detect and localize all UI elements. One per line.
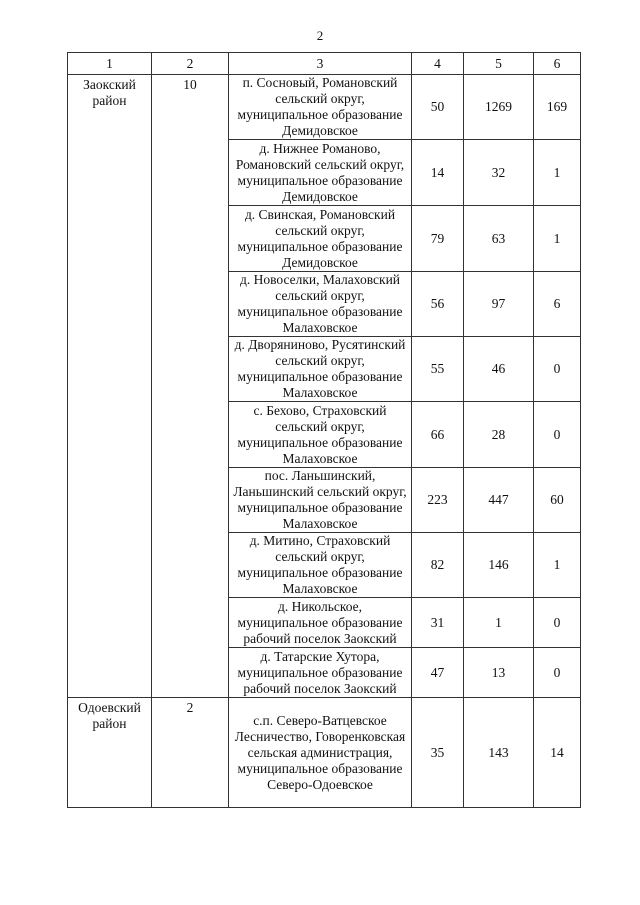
location-cell: п. Сосновый, Романовский сельский округ, муниципальное образование Демидовское [229, 75, 412, 140]
value-col4-cell: 50 [412, 75, 464, 140]
value-col6-cell: 1 [534, 206, 581, 272]
location-cell: д. Никольское, муниципальное образование рабочий поселок Заокский [229, 598, 412, 648]
value-col5-cell: 28 [464, 402, 534, 468]
header-row [68, 53, 581, 75]
value-col6-cell: 0 [534, 648, 581, 698]
value-col4-cell: 56 [412, 272, 464, 337]
value-col5-cell: 1269 [464, 75, 534, 140]
location-cell: с.п. Северо-Ватцевское Лесничество, Говоренковская сельская администрация, муниципальное образование Северо-Одоевское [229, 698, 412, 808]
location-cell: д. Митино, Страховский сельский округ, муниципальное образование Малаховское [229, 533, 412, 598]
table-row [68, 75, 581, 140]
value-col5-cell: 143 [464, 698, 534, 808]
district-cell: Заокский район [68, 75, 152, 698]
value-col4-cell: 47 [412, 648, 464, 698]
column-header: 1 [68, 53, 152, 75]
value-col4-cell: 223 [412, 468, 464, 533]
value-col6-cell: 169 [534, 75, 581, 140]
value-col6-cell: 60 [534, 468, 581, 533]
column-header: 4 [412, 53, 464, 75]
column-header: 5 [464, 53, 534, 75]
value-col6-cell: 0 [534, 598, 581, 648]
column-header: 3 [229, 53, 412, 75]
location-cell: д. Дворяниново, Русятинский сельский округ, муниципальное образование Малаховское [229, 337, 412, 402]
column-header: 6 [534, 53, 581, 75]
value-col5-cell: 63 [464, 206, 534, 272]
value-col5-cell: 13 [464, 648, 534, 698]
column-header: 2 [152, 53, 229, 75]
count-cell: 2 [152, 698, 229, 808]
page-number: 2 [316, 28, 324, 43]
value-col6-cell: 6 [534, 272, 581, 337]
table-body [68, 75, 581, 808]
table-row [68, 698, 581, 808]
location-cell: д. Свинская, Романовский сельский округ, муниципальное образование Демидовское [229, 206, 412, 272]
count-cell: 10 [152, 75, 229, 698]
value-col6-cell: 14 [534, 698, 581, 808]
value-col6-cell: 0 [534, 337, 581, 402]
value-col4-cell: 79 [412, 206, 464, 272]
value-col5-cell: 447 [464, 468, 534, 533]
location-cell: д. Новоселки, Малаховский сельский округ, муниципальное образование Малаховское [229, 272, 412, 337]
location-cell: д. Нижнее Романово, Романовский сельский округ, муниципальное образование Демидовское [229, 140, 412, 206]
data-table [67, 52, 581, 808]
value-col6-cell: 1 [534, 140, 581, 206]
district-cell: Одоевский район [68, 698, 152, 808]
value-col5-cell: 32 [464, 140, 534, 206]
value-col4-cell: 31 [412, 598, 464, 648]
value-col4-cell: 14 [412, 140, 464, 206]
location-cell: с. Бехово, Страховский сельский округ, муниципальное образование Малаховское [229, 402, 412, 468]
value-col4-cell: 82 [412, 533, 464, 598]
value-col5-cell: 46 [464, 337, 534, 402]
value-col4-cell: 55 [412, 337, 464, 402]
value-col6-cell: 0 [534, 402, 581, 468]
value-col4-cell: 66 [412, 402, 464, 468]
value-col4-cell: 35 [412, 698, 464, 808]
value-col6-cell: 1 [534, 533, 581, 598]
value-col5-cell: 1 [464, 598, 534, 648]
value-col5-cell: 146 [464, 533, 534, 598]
value-col5-cell: 97 [464, 272, 534, 337]
location-cell: пос. Ланьшинский, Ланьшинский сельский округ, муниципальное образование Малаховское [229, 468, 412, 533]
location-cell: д. Татарские Хутора, муниципальное образование рабочий поселок Заокский [229, 648, 412, 698]
